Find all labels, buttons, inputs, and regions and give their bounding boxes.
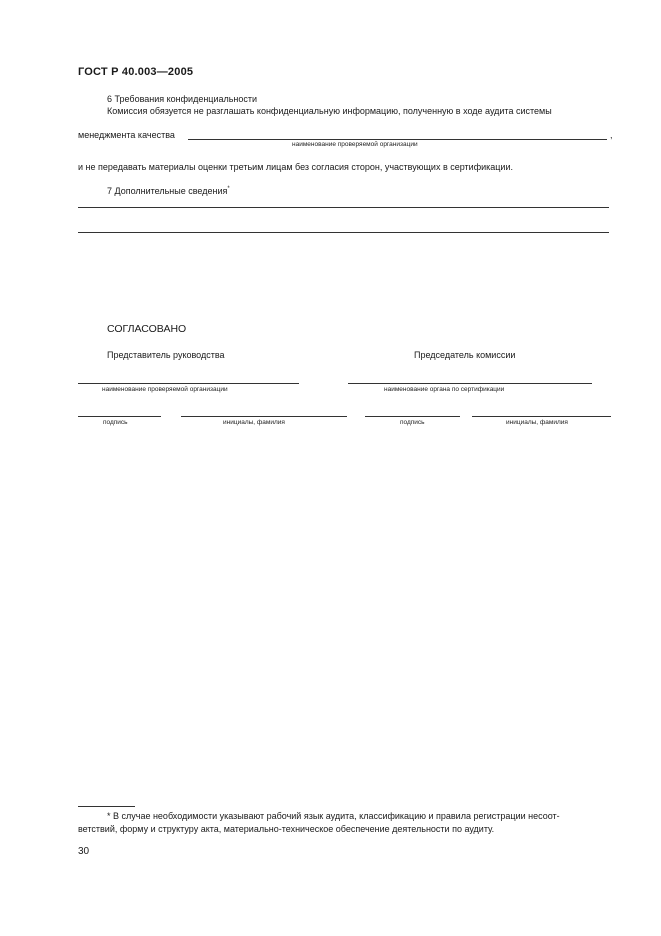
footnote-line-2: ветствий, форму и структуру акта, материально-техническое обеспечение деятельности по аудиту. xyxy=(78,824,495,834)
standard-code-header: ГОСТ Р 40.003—2005 xyxy=(78,66,194,78)
section-6-line-2-suffix: , xyxy=(610,130,613,140)
footnote-line-1: * В случае необходимости указывают рабочий язык аудита, классификацию и правила регистрации несоот- xyxy=(107,811,560,821)
organization-name-caption: наименование проверяемой организации xyxy=(292,141,418,148)
section-7-heading-text: 7 Дополнительные сведения xyxy=(107,186,228,196)
right-organization-blank xyxy=(348,383,592,384)
left-organization-caption: наименование проверяемой организации xyxy=(102,386,228,393)
left-signatory-role: Представитель руководства xyxy=(107,350,225,360)
right-name-blank xyxy=(472,416,611,417)
left-organization-blank xyxy=(78,383,299,384)
section-6-line-1: Комиссия обязуется не разглашать конфиденциальную информацию, полученную в ходе аудита системы xyxy=(107,106,552,116)
page-number: 30 xyxy=(78,846,90,857)
organization-name-blank xyxy=(188,139,607,140)
right-signature-blank xyxy=(365,416,460,417)
section-7-heading xyxy=(107,186,230,196)
section-6-line-2-prefix: менеджмента качества xyxy=(78,130,175,140)
left-name-caption: инициалы, фамилия xyxy=(223,419,285,426)
right-name-caption: инициалы, фамилия xyxy=(506,419,568,426)
left-signature-caption: подпись xyxy=(103,419,128,426)
footnote-separator xyxy=(78,806,135,807)
right-signatory-role: Председатель комиссии xyxy=(414,350,516,360)
left-signature-blank xyxy=(78,416,161,417)
right-organization-caption: наименование органа по сертификации xyxy=(384,386,505,393)
additional-info-blank-2 xyxy=(78,232,609,233)
section-6-line-3: и не передавать материалы оценки третьим лицам без согласия сторон, участвующих в сертификации. xyxy=(78,162,513,172)
additional-info-blank-1 xyxy=(78,207,609,208)
approval-title: СОГЛАСОВАНО xyxy=(107,323,187,335)
section-6-heading: 6 Требования конфиденциальности xyxy=(107,94,258,104)
left-name-blank xyxy=(181,416,347,417)
right-signature-caption: подпись xyxy=(400,419,425,426)
footnote-mark: * xyxy=(227,186,230,192)
